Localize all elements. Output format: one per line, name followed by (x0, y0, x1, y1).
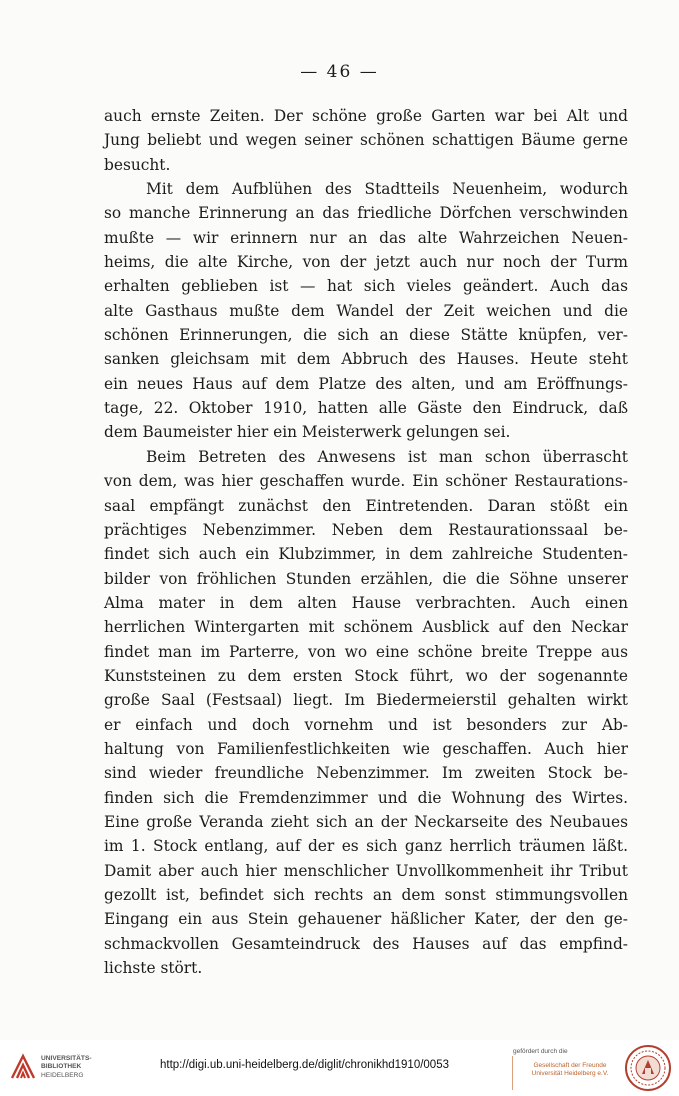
sponsor-name: Gesellschaft der Freunde Universität Heidelberg e.V. (531, 1062, 609, 1077)
text-line: findet man im Parterre, von wo eine schöne breite Treppe aus (104, 642, 628, 661)
text-line: besucht. (104, 155, 171, 174)
text-line: saal empfängt zunächst den Eintretenden. Daran stößt ein (104, 496, 628, 515)
university-library-logo-icon (8, 1052, 38, 1082)
text-line: sind wieder freundliche Nebenzimmer. Im zweiten Stock be- (104, 764, 628, 783)
text-line: auch ernste Zeiten. Der schöne große Garten war bei Alt und (104, 107, 628, 125)
body-text (104, 104, 628, 980)
university-seal-icon (624, 1044, 672, 1092)
text-line: im 1. Stock entlang, auf der es sich ganz herrlich träumen läßt. (104, 837, 628, 856)
text-line: Kunststeinen zu dem ersten Stock führt, wo der sogenannte (104, 666, 628, 685)
text-line: schönen Erinnerungen, die sich an diese Stätte knüpfen, ver- (104, 326, 628, 345)
text-line: große Saal (Festsaal) liegt. Im Biedermeierstil gehalten wirkt (104, 691, 628, 710)
text-line: mußte — wir erinnern nur an das alte Wahrzeichen Neuen- (104, 228, 628, 247)
text-line: erhalten geblieben ist — hat sich vieles geändert. Auch das (104, 277, 628, 296)
text-line: heims, die alte Kirche, von der jetzt auch nur noch der Turm (104, 253, 628, 272)
text-line: finden sich die Fremdenzimmer und die Wohnung des Wirtes. (104, 788, 628, 807)
text-line: Mit dem Aufblühen des Stadtteils Neuenheim, wodurch (146, 180, 628, 199)
text-line: gezollt ist, befindet sich rechts an dem sonst stimmungsvollen (104, 886, 628, 904)
text-line: haltung von Familienfestlichkeiten wie geschaffen. Auch hier (104, 739, 628, 758)
permalink[interactable]: http://digi.ub.uni-heidelberg.de/diglit/chronikhd1910/0053 (160, 1059, 449, 1071)
text-line: Eingang ein aus Stein gehauener häßlicher Kater, der den ge- (104, 910, 628, 929)
text-line: prächtiges Nebenzimmer. Neben dem Restaurationssaal be- (104, 520, 628, 539)
text-line: herrlichen Wintergarten mit schönem Ausblick auf den Neckar (104, 618, 628, 637)
sponsor-divider (512, 1056, 513, 1090)
text-line: findet sich auch ein Klubzimmer, in dem zahlreiche Studenten- (104, 545, 628, 564)
text-line: Jung beliebt und wegen seiner schönen schattigen Bäume gerne (104, 131, 628, 150)
text-line: ein neues Haus auf dem Platze des alten, und am Eröffnungs- (104, 374, 628, 393)
footer-bar (0, 1040, 679, 1096)
text-line: Eine große Veranda zieht sich an der Neckarseite des Neubaues (104, 812, 628, 831)
text-line: Alma mater in dem alten Hause verbrachten. Auch einen (104, 593, 628, 612)
text-line: Damit aber auch hier menschlicher Unvollkommenheit ihr Tribut (104, 861, 628, 880)
page-number: — 46 — (300, 62, 379, 82)
text-line: tage, 22. Oktober 1910, hatten alle Gäste den Eindruck, daß (104, 399, 628, 418)
text-line: lichste stört. (104, 959, 203, 978)
text-line: dem Baumeister hier ein Meisterwerk gelungen sei. (104, 423, 511, 442)
library-name: UNIVERSITÄTS- BIBLIOTHEK HEIDELBERG (41, 1055, 92, 1079)
text-line: Beim Betreten des Anwesens ist man schon überrascht (146, 447, 628, 466)
text-line: bilder von fröhlichen Stunden erzählen, die die Söhne unserer (104, 569, 628, 588)
text-line: so manche Erinnerung an das friedliche Dörfchen verschwinden (104, 204, 628, 223)
text-line: schmackvollen Gesamteindruck des Hauses auf das empfind- (104, 934, 628, 953)
text-line: sanken gleichsam mit dem Abbruch des Hauses. Heute steht (104, 350, 628, 369)
text-line: von dem, was hier geschaffen wurde. Ein schöner Restaurations- (104, 472, 628, 491)
text-line: alte Gasthaus mußte dem Wandel der Zeit weichen und die (104, 301, 628, 320)
text-line: er einfach und doch vornehm und ist besonders zur Ab- (104, 715, 628, 734)
sponsor-label: gefördert durch die (513, 1048, 568, 1055)
